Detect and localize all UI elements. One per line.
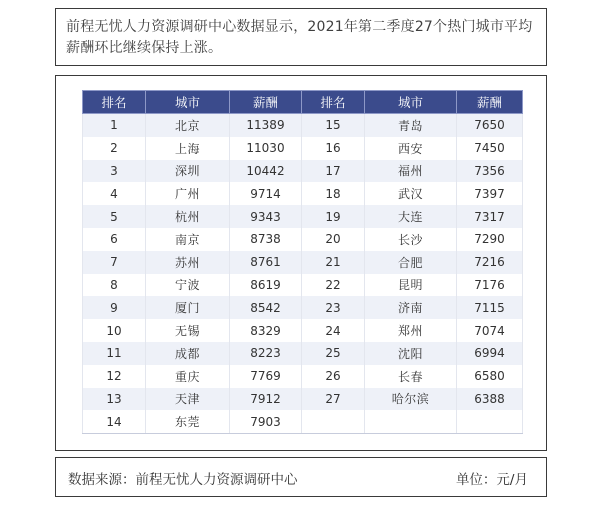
column-header-salary: 薪酬 — [457, 91, 523, 114]
table-row — [83, 114, 523, 137]
table-row — [83, 205, 523, 228]
rank-cell: 12 — [83, 365, 146, 388]
city-cell: 武汉 — [365, 182, 457, 205]
city-cell: 宁波 — [146, 274, 230, 297]
rank-cell: 16 — [302, 137, 365, 160]
city-cell: 西安 — [365, 137, 457, 160]
table-row — [83, 365, 523, 388]
salary-cell: 9343 — [230, 205, 302, 228]
salary-cell: 7356 — [457, 160, 523, 183]
city-cell: 深圳 — [146, 160, 230, 183]
rank-cell: 10 — [83, 319, 146, 342]
city-cell: 福州 — [365, 160, 457, 183]
city-cell: 无锡 — [146, 319, 230, 342]
salary-cell: 10442 — [230, 160, 302, 183]
salary-cell: 7769 — [230, 365, 302, 388]
city-cell: 东莞 — [146, 410, 230, 433]
column-header-rank: 排名 — [83, 91, 146, 114]
salary-cell — [457, 410, 523, 433]
table-header-row — [83, 91, 523, 114]
salary-cell: 7074 — [457, 319, 523, 342]
footer-box — [55, 457, 547, 497]
rank-cell: 18 — [302, 182, 365, 205]
column-header-salary: 薪酬 — [230, 91, 302, 114]
table-row — [83, 274, 523, 297]
city-cell: 昆明 — [365, 274, 457, 297]
rank-cell: 23 — [302, 296, 365, 319]
rank-cell: 27 — [302, 388, 365, 411]
city-cell: 苏州 — [146, 251, 230, 274]
city-cell: 杭州 — [146, 205, 230, 228]
table-row — [83, 228, 523, 251]
column-header-city: 城市 — [365, 91, 457, 114]
city-cell: 厦门 — [146, 296, 230, 319]
city-cell: 合肥 — [365, 251, 457, 274]
table-row — [83, 296, 523, 319]
city-cell: 济南 — [365, 296, 457, 319]
rank-cell: 6 — [83, 228, 146, 251]
rank-cell: 9 — [83, 296, 146, 319]
city-cell: 重庆 — [146, 365, 230, 388]
salary-ranking-table — [82, 90, 523, 434]
rank-cell: 22 — [302, 274, 365, 297]
salary-cell: 7397 — [457, 182, 523, 205]
rank-cell: 26 — [302, 365, 365, 388]
salary-cell: 7176 — [457, 274, 523, 297]
city-cell: 沈阳 — [365, 342, 457, 365]
rank-cell: 21 — [302, 251, 365, 274]
unit-text: 单位：元/月 — [455, 472, 528, 488]
data-source-text: 数据来源：前程无忧人力资源调研中心 — [68, 472, 298, 488]
salary-cell: 7115 — [457, 296, 523, 319]
city-cell: 大连 — [365, 205, 457, 228]
rank-cell: 11 — [83, 342, 146, 365]
table-row — [83, 160, 523, 183]
city-cell: 长春 — [365, 365, 457, 388]
table-row — [83, 410, 523, 433]
city-cell: 哈尔滨 — [365, 388, 457, 411]
salary-cell: 8329 — [230, 319, 302, 342]
rank-cell: 2 — [83, 137, 146, 160]
rank-cell: 19 — [302, 205, 365, 228]
city-cell: 成都 — [146, 342, 230, 365]
column-header-rank: 排名 — [302, 91, 365, 114]
table-body — [83, 114, 523, 434]
salary-cell: 7450 — [457, 137, 523, 160]
table-box — [55, 75, 547, 451]
rank-cell: 5 — [83, 205, 146, 228]
city-cell: 南京 — [146, 228, 230, 251]
salary-cell: 11030 — [230, 137, 302, 160]
salary-cell: 7216 — [457, 251, 523, 274]
salary-cell: 6388 — [457, 388, 523, 411]
city-cell: 天津 — [146, 388, 230, 411]
column-header-city: 城市 — [146, 91, 230, 114]
rank-cell: 15 — [302, 114, 365, 137]
rank-cell — [302, 410, 365, 433]
table-row — [83, 388, 523, 411]
salary-cell: 7317 — [457, 205, 523, 228]
table-row — [83, 342, 523, 365]
city-cell: 青岛 — [365, 114, 457, 137]
summary-text: 前程无忧人力资源调研中心数据显示，2021年第二季度27个热门城市平均薪酬环比继续保持上涨。 — [66, 19, 533, 56]
rank-cell: 17 — [302, 160, 365, 183]
rank-cell: 24 — [302, 319, 365, 342]
salary-cell: 8223 — [230, 342, 302, 365]
salary-cell: 11389 — [230, 114, 302, 137]
salary-cell: 8761 — [230, 251, 302, 274]
summary-box — [55, 8, 547, 66]
table-row — [83, 319, 523, 342]
table-row — [83, 182, 523, 205]
city-cell: 郑州 — [365, 319, 457, 342]
city-cell: 上海 — [146, 137, 230, 160]
rank-cell: 14 — [83, 410, 146, 433]
salary-cell: 7903 — [230, 410, 302, 433]
rank-cell: 3 — [83, 160, 146, 183]
salary-cell: 8738 — [230, 228, 302, 251]
rank-cell: 13 — [83, 388, 146, 411]
rank-cell: 1 — [83, 114, 146, 137]
rank-cell: 20 — [302, 228, 365, 251]
table-row — [83, 137, 523, 160]
salary-cell: 7650 — [457, 114, 523, 137]
salary-cell: 8542 — [230, 296, 302, 319]
salary-cell: 9714 — [230, 182, 302, 205]
salary-cell: 6994 — [457, 342, 523, 365]
city-cell: 北京 — [146, 114, 230, 137]
rank-cell: 25 — [302, 342, 365, 365]
salary-cell: 8619 — [230, 274, 302, 297]
rank-cell: 8 — [83, 274, 146, 297]
city-cell — [365, 410, 457, 433]
table-row — [83, 251, 523, 274]
rank-cell: 4 — [83, 182, 146, 205]
city-cell: 长沙 — [365, 228, 457, 251]
salary-cell: 7290 — [457, 228, 523, 251]
salary-cell: 7912 — [230, 388, 302, 411]
rank-cell: 7 — [83, 251, 146, 274]
salary-cell: 6580 — [457, 365, 523, 388]
city-cell: 广州 — [146, 182, 230, 205]
